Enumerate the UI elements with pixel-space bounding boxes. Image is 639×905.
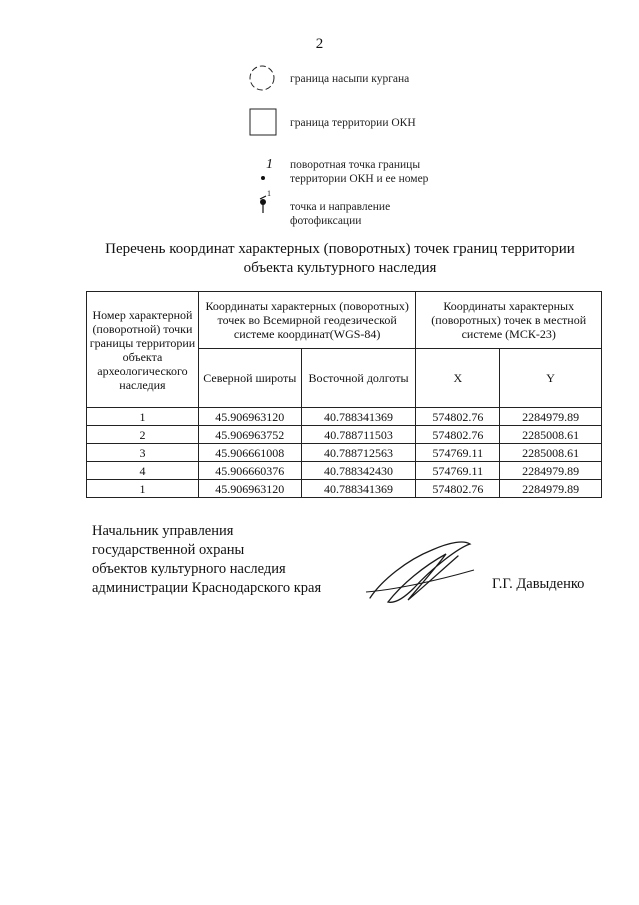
turning-point-marker: 1: [266, 157, 273, 172]
table-row: [87, 480, 602, 498]
cell-y: 2284979.89: [500, 480, 602, 498]
cell-point: 3: [87, 444, 199, 462]
header-east-longitude: Восточной долготы: [301, 349, 416, 408]
cell-east: 40.788341369: [301, 480, 416, 498]
dashed-circle-icon: [248, 64, 276, 92]
cell-north: 45.906963752: [198, 426, 301, 444]
cell-point: 2: [87, 426, 199, 444]
table-title: [60, 240, 620, 278]
cell-x: 574802.76: [416, 408, 500, 426]
header-wgs84-group: Координаты характерных (поворотных) точек во Всемирной геодезической системе координат(WGS-84): [198, 292, 416, 349]
header-north-latitude: Северной широты: [198, 349, 301, 408]
cell-north: 45.906660376: [198, 462, 301, 480]
cell-y: 2284979.89: [500, 462, 602, 480]
cell-east: 40.788712563: [301, 444, 416, 462]
cell-point: 1: [87, 408, 199, 426]
cell-x: 574769.11: [416, 462, 500, 480]
table-row: [87, 462, 602, 480]
table-title-line2: объекта культурного наследия: [243, 260, 437, 276]
header-point-number: Номер характерной (поворотной) точки границы территории объекта археологического наследия: [87, 292, 199, 408]
cell-north: 45.906963120: [198, 480, 301, 498]
signer-line3: объектов культурного наследия: [92, 561, 286, 577]
cell-east: 40.788342430: [301, 462, 416, 480]
photo-direction-icon: [256, 188, 276, 216]
signer-line4: администрации Краснодарского края: [92, 580, 322, 596]
legend-item-turning-point: поворотная точка границы территории ОКН и ее номер: [290, 159, 429, 185]
header-x: X: [416, 349, 500, 408]
handwritten-signature: [362, 530, 482, 610]
header-msk23-group: Координаты характерных (поворотных) точек в местной системе (МСК-23): [416, 292, 602, 349]
legend-item-mound: граница насыпи кургана: [290, 73, 410, 85]
cell-north: 45.906661008: [198, 444, 301, 462]
cell-x: 574769.11: [416, 444, 500, 462]
legend-item-okn-border: граница территории ОКН: [290, 117, 416, 129]
turning-point-icon: [258, 154, 278, 184]
cell-y: 2285008.61: [500, 426, 602, 444]
signer-name: Г.Г. Давыденко: [492, 576, 585, 592]
signer-line2: государственной охраны: [92, 542, 245, 558]
square-outline-icon: [249, 108, 277, 136]
cell-east: 40.788341369: [301, 408, 416, 426]
table-row: [87, 426, 602, 444]
legend-item-photo-point: точка и направление фотофиксации: [290, 201, 391, 227]
table-row: [87, 444, 602, 462]
signer-title: [92, 522, 321, 598]
header-y: Y: [500, 349, 602, 408]
table-title-line1: Перечень координат характерных (поворотных) точек границ территории: [105, 241, 575, 257]
cell-point: 1: [87, 480, 199, 498]
coordinates-table: [86, 291, 602, 498]
signer-line1: Начальник управления: [92, 523, 234, 539]
page-number: 2: [315, 36, 324, 52]
cell-y: 2284979.89: [500, 408, 602, 426]
cell-x: 574802.76: [416, 426, 500, 444]
cell-point: 4: [87, 462, 199, 480]
cell-x: 574802.76: [416, 480, 500, 498]
cell-north: 45.906963120: [198, 408, 301, 426]
photo-point-marker: 1: [267, 189, 271, 198]
cell-east: 40.788711503: [301, 426, 416, 444]
table-row: [87, 408, 602, 426]
cell-y: 2285008.61: [500, 444, 602, 462]
